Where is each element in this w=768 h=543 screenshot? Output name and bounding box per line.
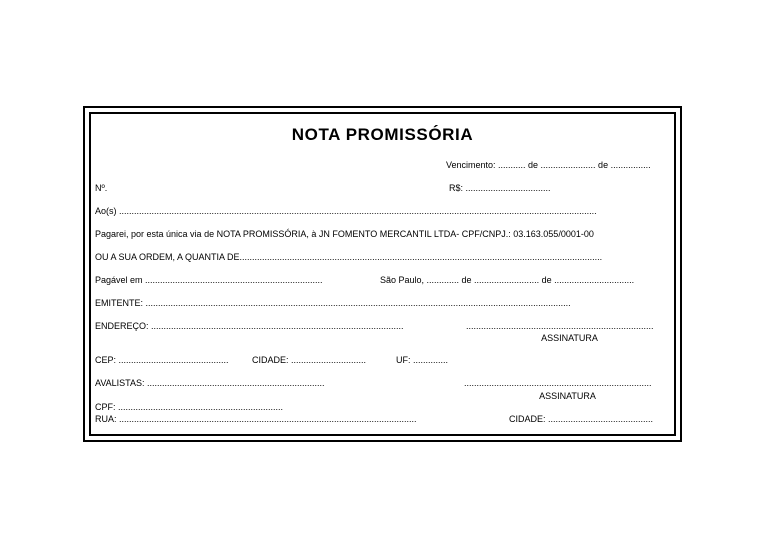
amount-in-words-field: OU A SUA ORDEM, A QUANTIA DE.................................................................................................................................................	[95, 252, 603, 262]
city-field-2: CIDADE: ..........................................	[509, 414, 654, 424]
zip-field: CEP: ............................................	[95, 355, 229, 365]
payment-statement: Pagarei, por esta única via de NOTA PROMISSÓRIA, à JN FOMENTO MERCANTIL LTDA- CPF/CNPJ.: 03.163.055/0001-00	[95, 229, 594, 239]
payee-field: Ao(s) ...............................................................................................................................................................................................	[95, 206, 597, 216]
guarantors-field: AVALISTAS: .......................................................................	[95, 378, 325, 388]
place-date-field: São Paulo, ............. de .......................... de ................................	[380, 275, 635, 285]
due-date-field: Vencimento: ........... de ...................... de ................	[446, 160, 651, 170]
promissory-note-inner-frame	[89, 112, 676, 436]
amount-field: R$: ..................................	[449, 183, 551, 193]
signature-label-1: ASSINATURA	[541, 333, 598, 343]
street-field: RUA: .......................................................................................................................	[95, 414, 417, 424]
payable-at-field: Pagável em .......................................................................	[95, 275, 323, 285]
address-field: ENDEREÇO: .....................................................................................................	[95, 321, 404, 331]
issuer-field: EMITENTE: ..........................................................................................................................................................................	[95, 298, 571, 308]
promissory-note-frame	[83, 106, 682, 442]
document-title: NOTA PROMISSÓRIA	[291, 125, 474, 144]
number-label: Nº.	[95, 183, 108, 193]
state-field: UF: ..............	[396, 355, 449, 365]
signature-line-2: ...........................................................................	[464, 378, 652, 388]
cpf-field: CPF: ..................................................................	[95, 402, 284, 412]
signature-line-1: ...........................................................................	[466, 321, 654, 331]
city-field: CIDADE: ..............................	[252, 355, 367, 365]
signature-label-2: ASSINATURA	[539, 391, 596, 401]
